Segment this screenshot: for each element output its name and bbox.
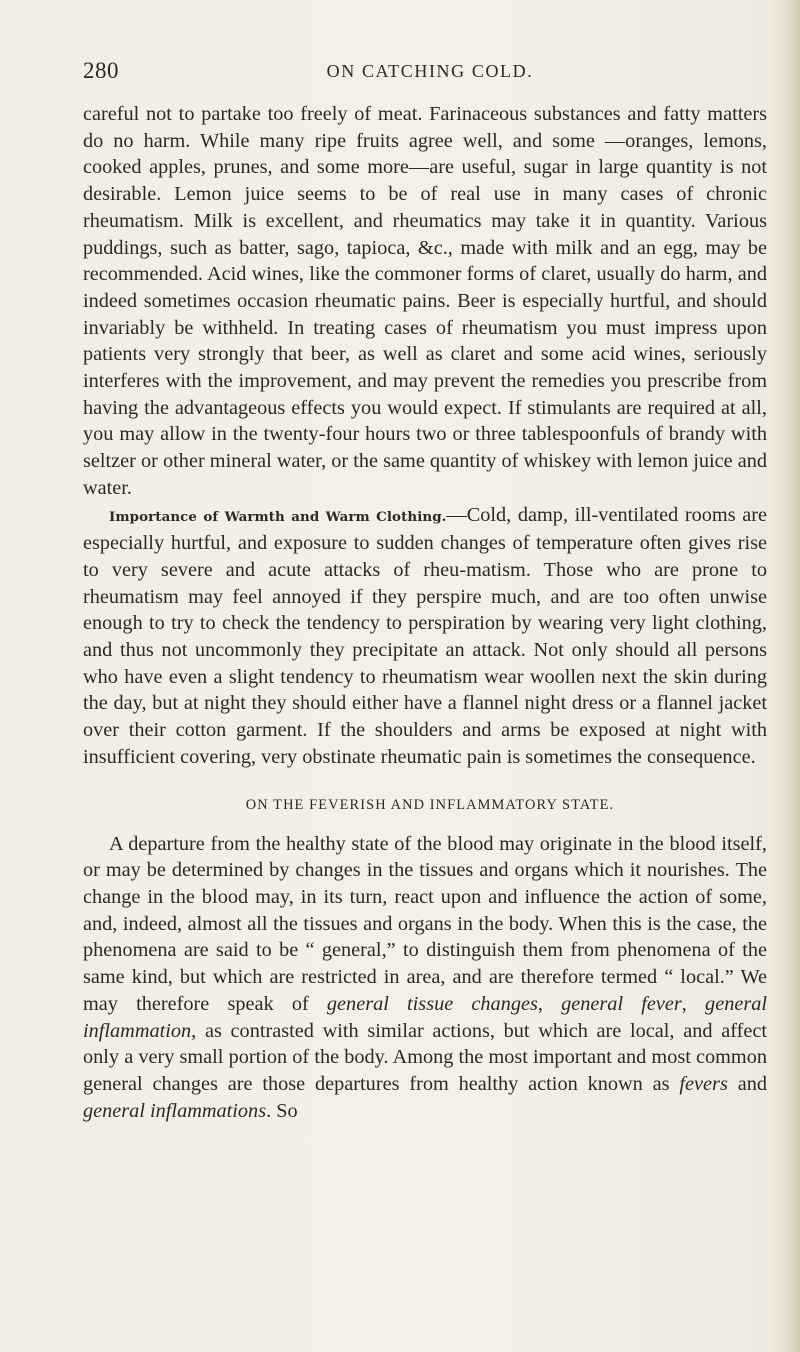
page-body — [83, 101, 767, 1124]
section-heading: ON THE FEVERISH AND INFLAMMATORY STATE. — [245, 796, 615, 813]
text-run: , — [681, 992, 706, 1015]
italic-term: fevers — [679, 1072, 728, 1095]
italic-term: general fever — [561, 992, 682, 1015]
text-run: A departure from the healthy state of the blood may originate in the blood itself, or may be determined by changes in the tissues and organs which it nourishes. The change in the blood may, in its turn, react upon and influence the action of some, and, indeed, almost all the tissues and organs in the body. When this is the case, the phenomena are said to be “ general,” to distinguish them from phenomena of the same kind, but which are restricted in area, and are therefore termed “ local.” We may therefore speak of — [83, 832, 767, 1015]
page-number: 280 — [83, 58, 119, 83]
italic-term: general inflammation — [83, 992, 767, 1042]
paragraph-feverish-state — [83, 831, 767, 1125]
paragraph-warm-clothing — [83, 502, 767, 771]
text-run: and — [727, 1072, 767, 1095]
paragraph-diet: careful not to partake too freely of meat. Farinaceous substances and fatty matters do no harm. While many ripe fruits agree well, and some —oranges, lemons, cooked apples, prunes, and some more—are useful, sugar in large quantity is not desirable. Lemon juice seems to be of real use in many cases of chronic rheumatism. Milk is excellent, and rheumatics may take it in quantity. Various puddings, such as batter, sago, tapioca, &c., made with milk and an egg, may be recommended. Acid wines, like the commoner forms of claret, usually do harm, and indeed sometimes occasion rheumatic pains. Beer is especially hurtful, and should invariably be withheld. In treating cases of rheumatism you must impress upon patients very strongly that beer, as well as claret and some acid wines, seriously interferes with the improvement, and may prevent the remedies you prescribe from having the advantageous effects you would expect. If stimulants are required at all, you may allow in the twenty-four hours two or three tablespoonfuls of brandy with seltzer or other mineral water, or the same quantity of whiskey with lemon juice and water. — [83, 103, 767, 499]
text-run: . So — [266, 1099, 298, 1122]
italic-term: general inflammations — [83, 1099, 267, 1122]
page-edge-shadow — [786, 0, 800, 1352]
running-head: ON CATCHING COLD. — [326, 61, 534, 81]
side-heading-warmth: Importance of Warmth and Warm Clothing. — [109, 508, 447, 525]
page-header — [83, 58, 767, 92]
text-run: , as contrasted with similar actions, but which are local, and affect only a very small portion of the body. Among the most important and most common general changes are those departures from healthy action known as — [83, 1019, 767, 1095]
text-run: , — [537, 992, 562, 1015]
paragraph-warm-clothing-text: —Cold, damp, ill-ventilated rooms are especially hurtful, and exposure to sudden changes of temperature often gives rise to very severe and acute attacks of rheu-matism. Those who are prone to rheumatism may feel annoyed if they perspire much, and are too often unwise enough to try to check the tendency to perspiration by wearing very light clothing, and thus not uncommonly they precipitate an attack. Not only should all persons who have even a slight tendency to rheumatism wear woollen next the skin during the day, but at night they should either have a flannel night dress or a flannel jacket over their cotton garment. If the shoulders and arms be exposed at night with insufficient covering, very obstinate rheumatic pain is sometimes the consequence. — [83, 503, 767, 768]
italic-term: general tissue changes — [326, 992, 538, 1015]
